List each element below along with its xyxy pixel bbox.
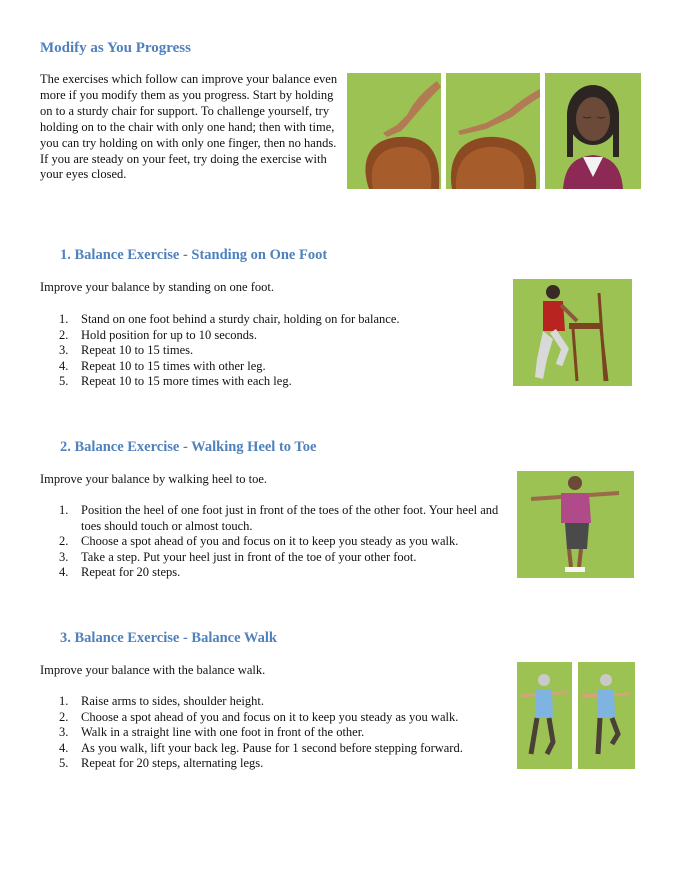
list-item: 3. Walk in a straight line with one foot in front of the other. bbox=[59, 725, 365, 739]
section-3-steps bbox=[40, 694, 510, 772]
list-item: 4. Repeat 10 to 15 times with other leg. bbox=[59, 358, 266, 373]
list-item: 2. Choose a spot ahead of you and focus on it to keep you steady as you walk. bbox=[59, 534, 459, 548]
list-item: 4. As you walk, lift your back leg. Pause for 1 second before stepping forward. bbox=[59, 740, 463, 755]
section-1-title: 1. Balance Exercise - Standing on One Foot bbox=[60, 247, 328, 263]
section-2-steps bbox=[40, 503, 500, 581]
intro-paragraph: The exercises which follow can improve your balance even more if you modify them as you progress. Start by holding on to a sturdy chair for support. To challenge yourself, try holding on to the chair with only one hand; then with time, you can try holding on with only one finger, then no hands. If you are steady on your feet, try doing the exercise with your eyes closed. bbox=[40, 72, 338, 182]
balance-walk-photo-2 bbox=[578, 662, 635, 769]
list-item: 1. Raise arms to sides, shoulder height. bbox=[59, 694, 264, 708]
section-3-lead: Improve your balance with the balance walk. bbox=[40, 663, 266, 677]
list-item: 5. Repeat for 20 steps, alternating legs. bbox=[59, 756, 264, 770]
woman-eyes-closed-photo bbox=[545, 73, 641, 189]
page-title: Modify as You Progress bbox=[40, 40, 191, 56]
list-item: 1. Stand on one foot behind a sturdy chair, holding on for balance. bbox=[59, 312, 400, 326]
list-item: 2. Hold position for up to 10 seconds. bbox=[59, 327, 258, 342]
section-2-lead: Improve your balance by walking heel to toe. bbox=[40, 472, 268, 486]
section-2-title: 2. Balance Exercise - Walking Heel to Toe bbox=[60, 439, 317, 455]
section-1-lead: Improve your balance by standing on one foot. bbox=[40, 280, 274, 294]
list-item: 3. Repeat 10 to 15 times. bbox=[59, 343, 194, 357]
list-item: 1. Position the heel of one foot just in front of the toes of the other foot. Your heel and toes should touch or almost touch. bbox=[59, 503, 499, 533]
balance-walk-photo-1 bbox=[517, 662, 572, 769]
hand-on-chair-photo bbox=[347, 73, 441, 189]
standing-one-foot-photo bbox=[513, 279, 632, 386]
section-1-steps bbox=[40, 312, 400, 390]
finger-on-chair-photo bbox=[446, 73, 540, 189]
heel-to-toe-photo bbox=[517, 471, 634, 578]
list-item: 3. Take a step. Put your heel just in front of the toe of your other foot. bbox=[59, 549, 417, 564]
list-item: 2. Choose a spot ahead of you and focus on it to keep you steady as you walk. bbox=[59, 709, 459, 724]
list-item: 5. Repeat 10 to 15 more times with each leg. bbox=[59, 374, 292, 388]
list-item: 4. Repeat for 20 steps. bbox=[59, 565, 181, 579]
section-3-title: 3. Balance Exercise - Balance Walk bbox=[60, 630, 277, 646]
